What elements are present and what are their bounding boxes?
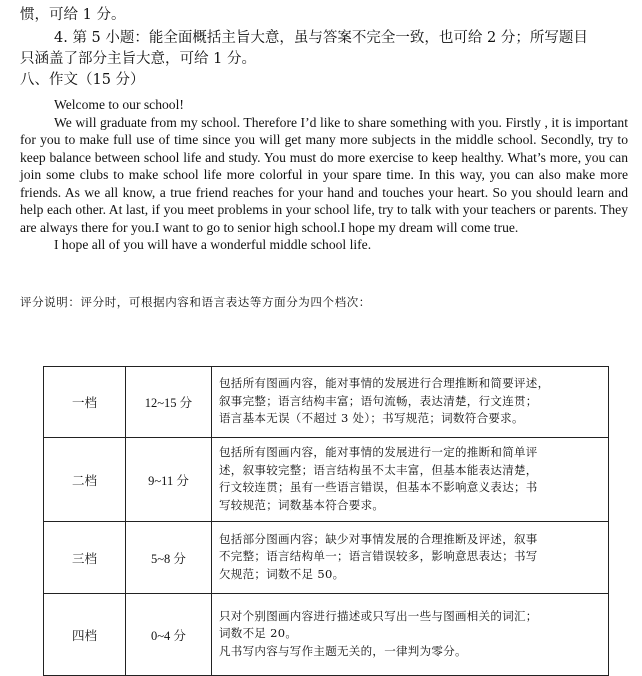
grade-description — [212, 594, 609, 676]
description-line: 包括部分图画内容；缺少对事情发展的合理推断及评述，叙事 — [219, 531, 538, 546]
essay-title: Welcome to our school! — [54, 97, 184, 112]
description-line: 包括所有图画内容，能对事情的发展进行合理推断和简要评述， — [219, 376, 550, 391]
table-row — [44, 367, 609, 438]
scoring-note: 评分说明：评分时，可根据内容和语言表达等方面分为四个档次： — [20, 295, 371, 309]
grade-score: 5~8 分 — [126, 522, 212, 594]
grade-score: 9~11 分 — [126, 438, 212, 522]
essay-paragraph-2: I hope all of you will have a wonderful middle school life. — [54, 237, 372, 252]
grade-level: 三档 — [44, 522, 126, 594]
grade-level: 二档 — [44, 438, 126, 522]
grading-table — [43, 366, 609, 676]
description-line: 写较规范；词数基本符合要求。 — [219, 497, 385, 512]
grade-level: 一档 — [44, 367, 126, 438]
section-heading-writing: 八、作文（15 分） — [20, 72, 145, 88]
grade-description — [212, 438, 609, 522]
sample-essay — [20, 96, 628, 254]
description-line: 欠规范；词数不足 50。 — [219, 566, 345, 581]
table-row — [44, 438, 609, 522]
essay-paragraph-1: We will graduate from my school. Therefore I’d like to share something with you. Firstly , it is important for you to make full use of time since you will get many more subjects in the middle school. Secondly, try to keep balance between school life and study. You must do more exercise to keep healthy. What’s more, you can join some clubs to make school life more colorful in your spare time. In this way, you can also make more friends. As we all know, a true friend reaches for your hand and touches your heart. So you should learn and help each other. At last, if you meet problems in your school life, try to talk with your teachers or parents. They are always there for you.I want to go to senior high school.I hope my dream will come true. — [20, 114, 628, 235]
description-line: 包括所有图画内容，能对事情的发展进行一定的推断和简单评 — [219, 445, 538, 459]
table-row — [44, 522, 609, 594]
description-line: 语言基本无误（不超过 3 处）；书写规范；词数符合要求。 — [219, 411, 524, 426]
description-line: 叙事完整；语言结构丰富；语句流畅，表达清楚，行文连贯； — [219, 393, 538, 408]
grade-score: 12~15 分 — [126, 367, 212, 438]
header-line-2: 4. 第 5 小题：能全面概括主旨大意，虽与答案不完全一致，也可给 2 分；所写题目 — [54, 30, 588, 46]
description-line: 行文较连贯；虽有一些语言错误，但基本不影响意义表达；书 — [219, 480, 538, 494]
grade-score: 0~4 分 — [126, 594, 212, 676]
table-row — [44, 594, 609, 676]
description-line: 不完整；语言结构单一；语言错误较多，影响意思表达；书写 — [219, 549, 538, 564]
grade-description — [212, 522, 609, 594]
header-line-1: 惯，可给 1 分。 — [20, 7, 126, 23]
grade-description — [212, 367, 609, 438]
grade-level: 四档 — [44, 594, 126, 676]
description-line: 只对个别图画内容进行描述或只写出一些与图画相关的词汇； — [219, 608, 538, 623]
description-line: 词数不足 20。 — [219, 626, 298, 641]
description-line: 凡书写内容与写作主题无关的，一律判为零分。 — [219, 643, 467, 658]
description-line: 述，叙事较完整；语言结构虽不太丰富，但基本能表达清楚， — [219, 462, 538, 477]
header-line-3: 只涵盖了部分主旨大意，可给 1 分。 — [20, 51, 256, 67]
